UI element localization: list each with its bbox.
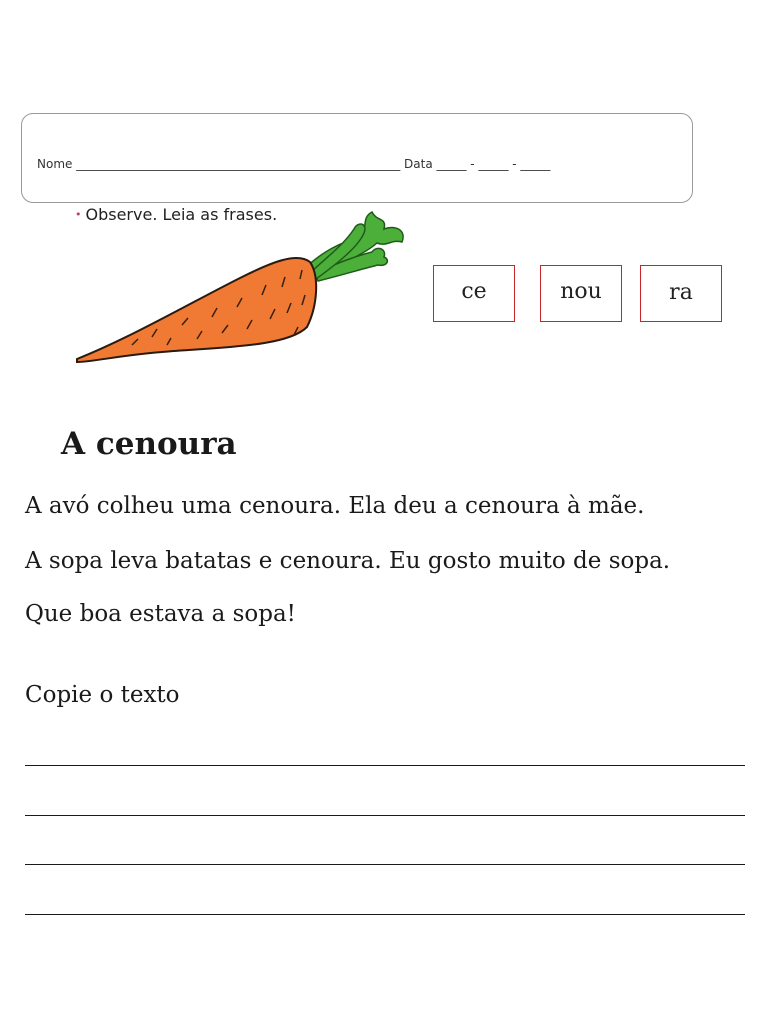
- syllable-card-ra: ra: [640, 265, 722, 322]
- carrot-leaves: [304, 212, 403, 281]
- writing-line-3: [25, 864, 745, 865]
- writing-line-2: [25, 815, 745, 816]
- syllable-card-ce: ce: [433, 265, 515, 322]
- sentence-2: A sopa leva batatas e cenoura. Eu gosto muito de sopa.: [25, 548, 671, 574]
- name-date-line: Nome ______________________________________________________ Data _____ - _____ - _____: [37, 157, 551, 171]
- text-title: A cenoura: [61, 426, 237, 462]
- writing-line-1: [25, 765, 745, 766]
- bullet-icon: •: [75, 208, 82, 221]
- syllable-card-nou: nou: [540, 265, 622, 322]
- carrot-illustration: [72, 207, 412, 367]
- writing-line-4: [25, 914, 745, 915]
- student-info-box: [21, 113, 693, 203]
- sentence-3: Que boa estava a sopa!: [25, 601, 296, 627]
- copy-instruction: Copie o texto: [25, 682, 180, 708]
- sentence-1: A avó colheu uma cenoura. Ela deu a cenoura à mãe.: [25, 493, 645, 519]
- carrot-body: [77, 258, 316, 362]
- instruction-text: Observe. Leia as frases.: [85, 205, 278, 224]
